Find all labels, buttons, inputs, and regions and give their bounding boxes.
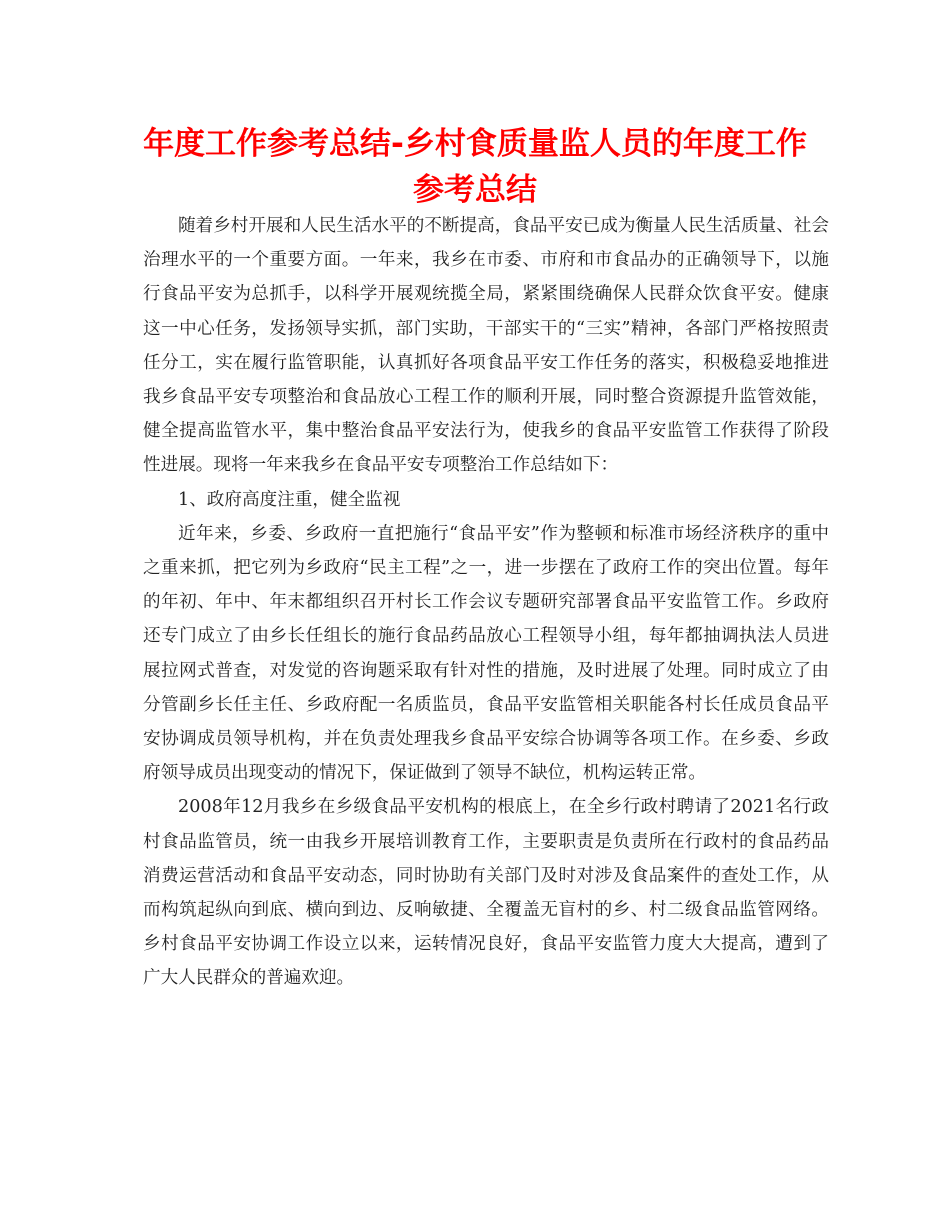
document-title-line-1: 年度工作参考总结-乡村食质量监人员的年度工作 xyxy=(143,126,807,162)
document-body xyxy=(143,209,829,996)
document-title-line-2: 参考总结 xyxy=(413,172,537,208)
section-heading-1: 1、政府高度注重，健全监视 xyxy=(178,489,401,510)
paragraph-section-1: 近年来，乡委、乡政府一直把施行“食品平安”作为整顿和标准市场经济秩序的重中之重来抓，把它列为乡政府“民主工程”之一，进一步摆在了政府工作的突出位置。每年的年初、年中、年末都组织召开村长工作会议专题研究部署食品平安监管工作。乡政府还专门成立了由乡长任组长的施行食品药品放心工程领导小组，每年都抽调执法人员进展拉网式普查，对发觉的咨询题采取有针对性的措施，及时进展了处理。同时成立了由分管副乡长任主任、乡政府配一名质监员，食品平安监管相关职能各村长任成员食品平安协调成员领导机构，并在负责处理我乡食品平安综合协调等各项工作。在乡委、乡政府领导成员出现变动的情况下，保证做到了领导不缺位，机构运转正常。 xyxy=(143,523,829,784)
paragraph-supervisors: 2008年12月我乡在乡级食品平安机构的根底上，在全乡行政村聘请了2021名行政村食品监管员，统一由我乡开展培训教育工作，主要职责是负责所在行政村的食品药品消费运营活动和食品平安动态，同时协助有关部门及时对涉及食品案件的查处工作，从而构筑起纵向到底、横向到边、反响敏捷、全覆盖无盲村的乡、村二级食品监管网络。乡村食品平安协调工作设立以来，运转情况良好，食品平安监管力度大大提高，遭到了广大人民群众的普遍欢迎。 xyxy=(143,797,829,989)
paragraph-intro: 随着乡村开展和人民生活水平的不断提高，食品平安已成为衡量人民生活质量、社会治理水平的一个重要方面。一年来，我乡在市委、市府和市食品办的正确领导下，以施行食品平安为总抓手，以科学开展观统揽全局，紧紧围绕确保人民群众饮食平安。健康这一中心任务，发扬领导实抓，部门实助，干部实干的“三实”精神，各部门严格按照责任分工，实在履行监管职能，认真抓好各项食品平安工作任务的落实，积极稳妥地推进我乡食品平安专项整治和食品放心工程工作的顺利开展，同时整合资源提升监管效能，健全提高监管水平，集中整治食品平安法行为，使我乡的食品平安监管工作获得了阶段性进展。现将一年来我乡在食品平安专项整治工作总结如下： xyxy=(143,216,829,476)
